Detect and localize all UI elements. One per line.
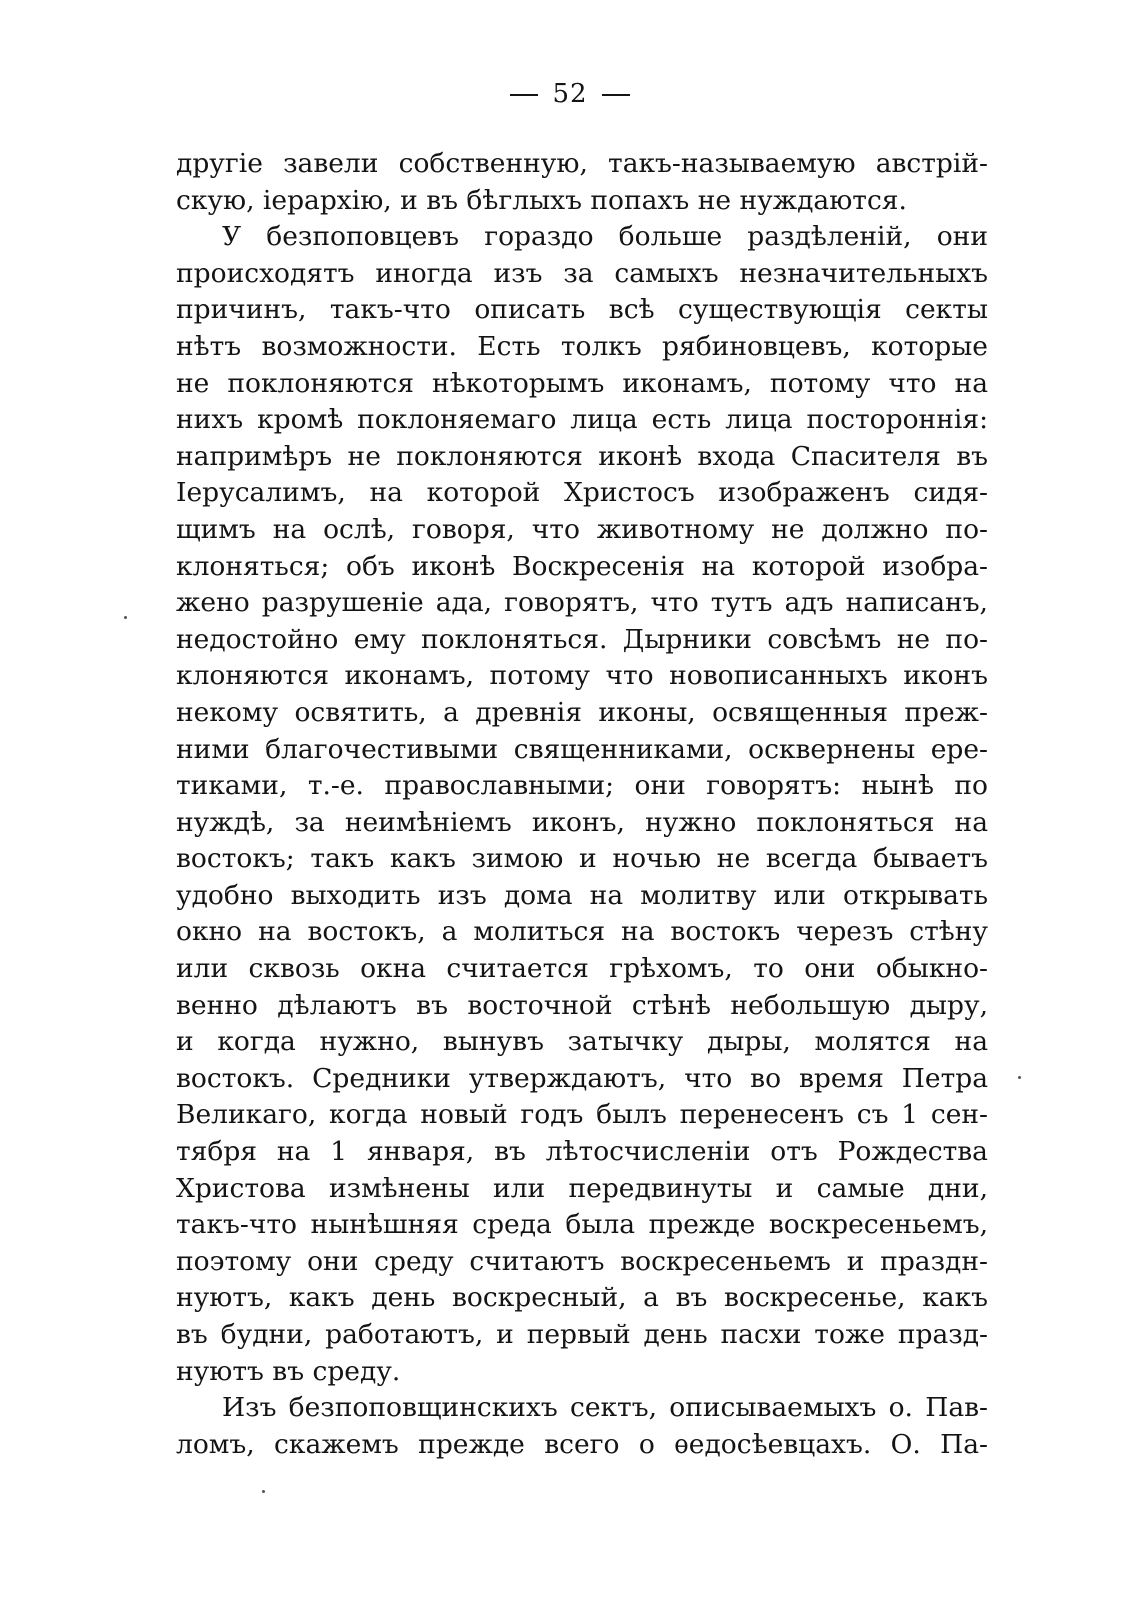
text-line: поэтому они среду считаютъ воскресеньемъ и праздн-: [176, 1245, 988, 1277]
page-number-header: [0, 76, 1140, 112]
text-line: Изъ безпоповщинскихъ сектъ, описываемыхъ о. Пав-: [222, 1392, 988, 1424]
text-line: или сквозь окна считается грѣхомъ, то они обыкно-: [176, 953, 988, 985]
text-line: нуждѣ, за неимѣніемъ иконъ, нужно поклоняться на: [176, 806, 988, 838]
text-line: ними благочестивыми священниками, осквернены ере-: [176, 733, 988, 765]
text-line: ломъ, скажемъ прежде всего о ѳедосѣевцахъ. О. Па-: [176, 1428, 988, 1460]
page-number: 52: [552, 79, 588, 109]
dash-left: [510, 94, 538, 96]
text-line: скую, іерархію, и въ бѣглыхъ попахъ не нуждаются.: [176, 184, 907, 216]
text-line: некому освятить, а древнія иконы, освященныя преж-: [176, 696, 988, 728]
text-line: причинъ, такъ-что описать всѣ существующія секты: [176, 294, 988, 326]
text-line: тиками, т.-е. православными; они говорятъ: нынѣ по: [176, 770, 988, 802]
text-line: жено разрушеніе ада, говорятъ, что тутъ адъ написанъ,: [176, 587, 988, 619]
text-line: клоняться; объ иконѣ Воскресенія на которой изобра-: [176, 550, 988, 582]
text-line: Іерусалимъ, на которой Христосъ изображенъ сидя-: [176, 477, 988, 509]
text-line: У безпоповцевъ гораздо больше раздѣленій, они: [222, 221, 988, 253]
text-line: Христова измѣнены или передвинуты и самые дни,: [176, 1172, 988, 1204]
text-line: нуютъ, какъ день воскресный, а въ воскресенье, какъ: [176, 1282, 988, 1314]
text-line: тября на 1 января, въ лѣтосчисленіи отъ Рождества: [176, 1136, 988, 1168]
text-line: недостойно ему поклоняться. Дырники совсѣмъ не по-: [176, 623, 988, 655]
text-line: удобно выходить изъ дома на молитву или открывать: [176, 879, 988, 911]
text-line: щимъ на ослѣ, говоря, что животному не должно по-: [176, 513, 988, 545]
text-line: другіе завели собственную, такъ-называемую австрій-: [176, 148, 988, 179]
text-line: происходятъ иногда изъ за самыхъ незначительныхъ: [176, 257, 988, 289]
text-line: въ будни, работаютъ, и первый день пасхи тоже празд-: [176, 1319, 988, 1350]
text-line: окно на востокъ, а молиться на востокъ черезъ стѣну: [176, 916, 988, 948]
body-text: [176, 146, 988, 1463]
text-line: и когда нужно, вынувъ затычку дыры, молятся на: [176, 1026, 988, 1058]
scan-speck: [1018, 1076, 1021, 1079]
text-line: напримѣръ не поклоняются иконѣ входа Спасителя въ: [176, 440, 988, 472]
text-line: нуютъ въ среду.: [176, 1355, 401, 1387]
scan-speck: [124, 616, 127, 619]
text-line: такъ-что нынѣшняя среда была прежде воскресеньемъ,: [176, 1209, 988, 1241]
text-line: нихъ кромѣ поклоняемаго лица есть лица постороннія:: [176, 404, 988, 436]
text-line: не поклоняются нѣкоторымъ иконамъ, потому что на: [176, 367, 988, 399]
text-line: клоняются иконамъ, потому что новописанныхъ иконъ: [176, 660, 988, 692]
dash-right: [602, 94, 630, 96]
text-line: востокъ; такъ какъ зимою и ночью не всегда бываетъ: [176, 843, 988, 875]
text-line: Великаго, когда новый годъ былъ перенесенъ съ 1 сен-: [176, 1099, 988, 1131]
text-line: нѣтъ возможности. Есть толкъ рябиновцевъ, которые: [176, 330, 988, 362]
scan-speck: [262, 1490, 265, 1493]
text-line: востокъ. Средники утверждаютъ, что во время Петра: [176, 1062, 988, 1094]
text-line: венно дѣлаютъ въ восточной стѣнѣ небольшую дыру,: [176, 989, 988, 1021]
